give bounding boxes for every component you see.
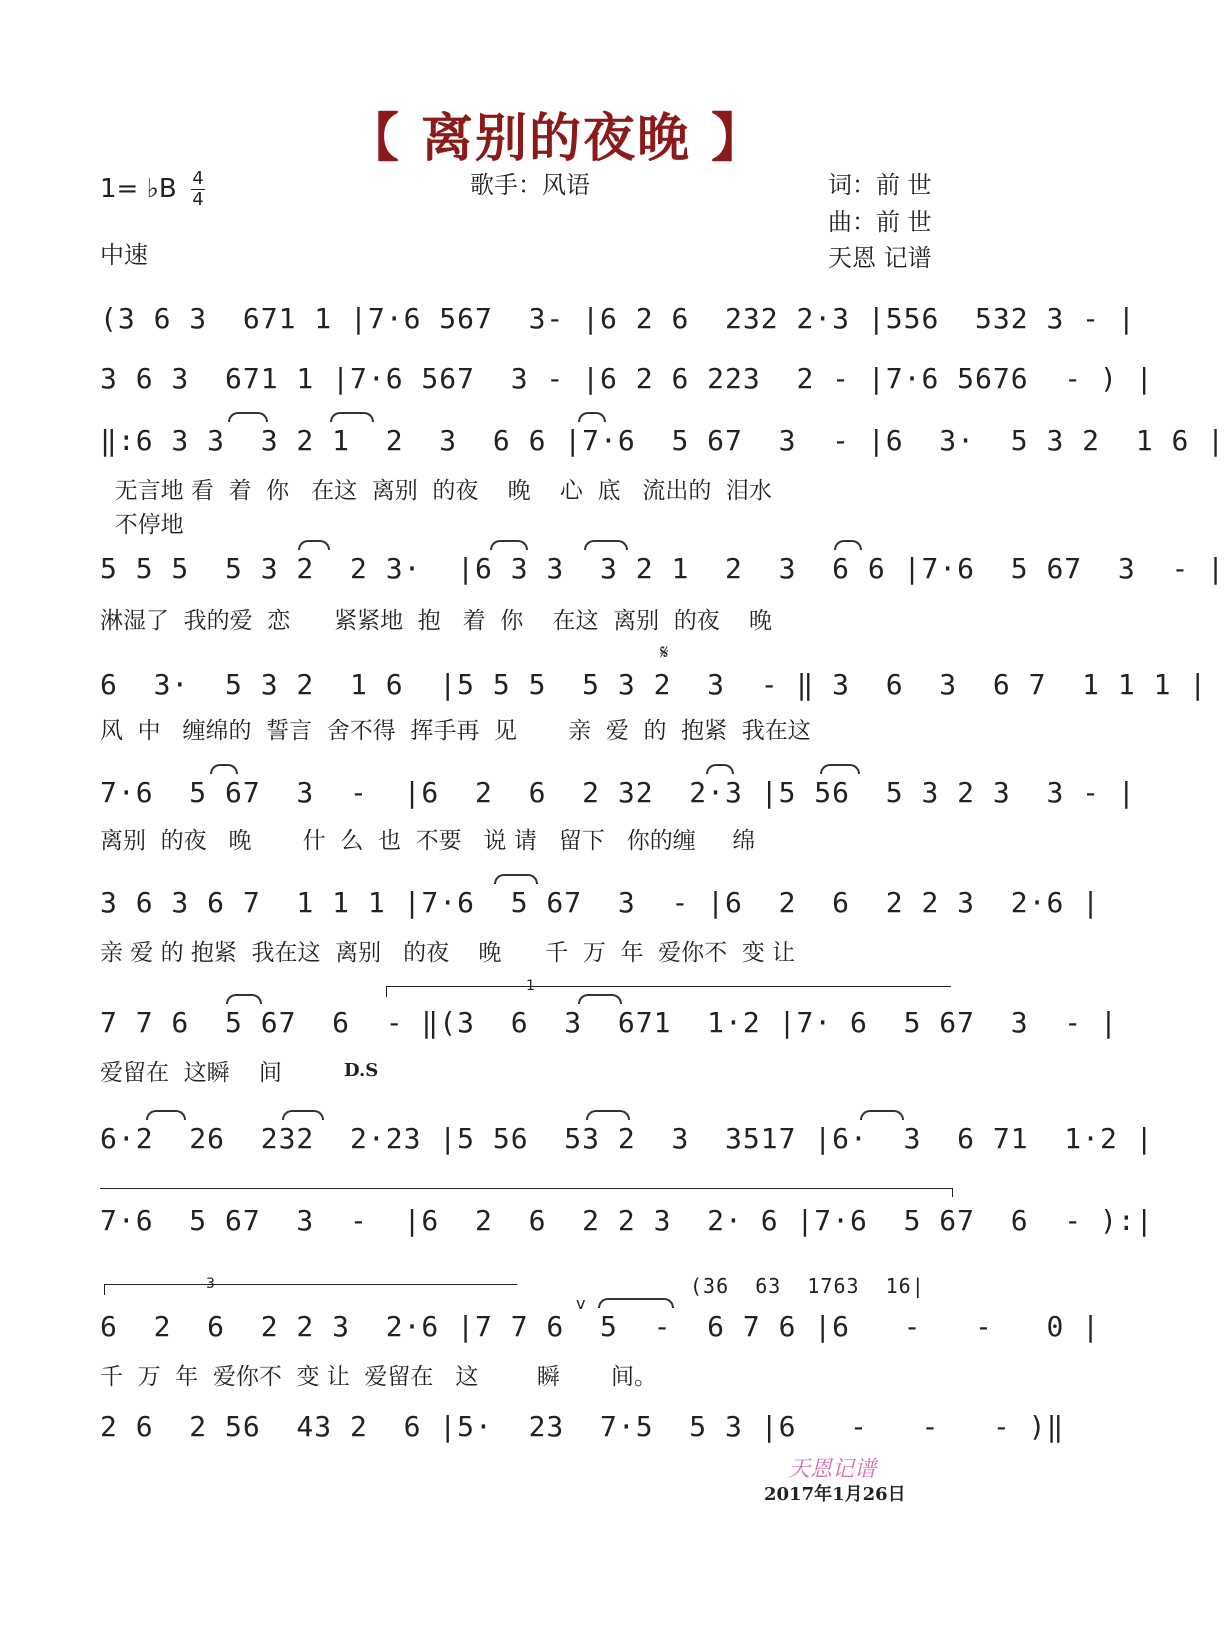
slur [282,1110,324,1120]
notation-line-4: 5 5 5 5 3 2 2 3· |6 3 3 3 2 1 2 3 6 6 |7·6 5 67 3 - | [100,552,1225,585]
notation-line-6: 7·6 5 67 3 - |6 2 6 2 32 2·3 |5 56 5 3 2 3 3 - | [100,776,1136,809]
slur [494,874,538,884]
volta-label-3: 3 [206,1276,215,1292]
slur [578,994,622,1004]
slur [834,540,862,550]
time-sig-top: 4 [192,168,204,189]
lyrics-line-4: 淋湿了 我的爱 恋 紧紧地 抱 着 你 在这 离别 的夜 晚 [100,608,773,634]
slur [706,764,734,774]
notation-line-7: 3 6 3 6 7 1 1 1 |7·6 5 67 3 - |6 2 6 2 2 3 2·6 | [100,886,1101,919]
slur [330,412,374,422]
notation-line-9: 6·2 26 232 2·23 |5 56 53 2 3 3517 |6· 3 6 71 1·2 | [100,1122,1154,1155]
notation-line-3: ‖:6 3 3 3 2 1 2 3 6 6 |7·6 5 67 3 - |6 3· 5 3 2 1 6 | [100,424,1225,457]
lyrics-line-8: 爱留在 这瞬 间 [100,1060,282,1086]
coda-notes-upper: (36 63 1763 16| [690,1274,925,1298]
lyrics-line-3: 无言地 看 着 你 在这 离别 的夜 晚 心 底 流出的 泪水 [100,478,773,504]
transcriber: 天恩 记谱 [828,244,932,272]
lyrics-line-7: 亲 爱 的 抱紧 我在这 离别 的夜 晚 千 万 年 爱你不 变 让 [100,940,796,966]
segno-sign: 𝄋 [660,640,669,664]
slur [578,412,606,422]
key-text: 1= ♭B [100,174,177,204]
slur [226,994,262,1004]
lyrics-line-3b: 不停地 [100,512,184,538]
song-title: 【 离别的夜晚 】 [346,109,766,169]
lyrics-line-11: 千 万 年 爱你不 变 让 爱留在 这 瞬 间。 [100,1364,658,1390]
breath-mark: v [576,1294,586,1313]
slur [860,1110,904,1120]
slur [586,1110,630,1120]
notation-line-12: 2 6 2 56 43 2 6 |5· 23 7·5 5 3 |6 - - - )‖ [100,1410,1065,1443]
composer: 曲：前 世 [828,208,932,236]
slur [584,540,628,550]
volta-bracket-1 [386,986,951,997]
slur [298,540,330,550]
tempo: 中速 [100,241,148,269]
volta-bracket-3 [104,1284,517,1295]
lyrics-line-5: 风 中 缠绵的 誓言 舍不得 挥手再 见 亲 爱 的 抱紧 我在这 [100,718,811,744]
slur [210,764,238,774]
time-sig-bottom: 4 [192,189,204,210]
slur [820,764,860,774]
volta-bracket-2 [100,1188,953,1197]
slur [490,540,528,550]
singer: 歌手：风语 [470,171,590,199]
notation-line-11: 6 2 6 2 2 3 2·6 |7 7 6 5 - 6 7 6 |6 - - 0 | [100,1310,1101,1343]
transcription-date: 2017年1月26日 [764,1484,906,1505]
slur [598,1298,674,1308]
notation-line-10: 7·6 5 67 3 - |6 2 6 2 2 3 2· 6 |7·6 5 67 6 - ):| [100,1204,1154,1237]
transcriber-stamp: 天恩记谱 [788,1457,877,1482]
slur [228,412,268,422]
lyricist: 词：前 世 [828,171,932,199]
notation-line-5: 6 3· 5 3 2 1 6 |5 5 5 5 3 2 3 - ‖ 3 6 3 6 7 1 1 1 | [100,668,1208,701]
volta-label-1: 1 [526,978,535,994]
notation-line-8: 7 7 6 5 67 6 - ‖(3 6 3 671 1·2 |7· 6 5 67 3 - | [100,1006,1118,1039]
dal-segno-mark: D.S [344,1060,379,1081]
lyrics-line-6: 离别 的夜 晚 什 么 也 不要 说 请 留下 你的缠 绵 [100,828,756,854]
key-signature [100,170,205,209]
time-signature [191,170,205,209]
notation-line-1: (3 6 3 671 1 |7·6 567 3- |6 2 6 232 2·3 |556 532 3 - | [100,302,1136,335]
slur [146,1110,186,1120]
notation-line-2: 3 6 3 671 1 |7·6 567 3 - |6 2 6 223 2 - |7·6 5676 - ) | [100,362,1154,395]
